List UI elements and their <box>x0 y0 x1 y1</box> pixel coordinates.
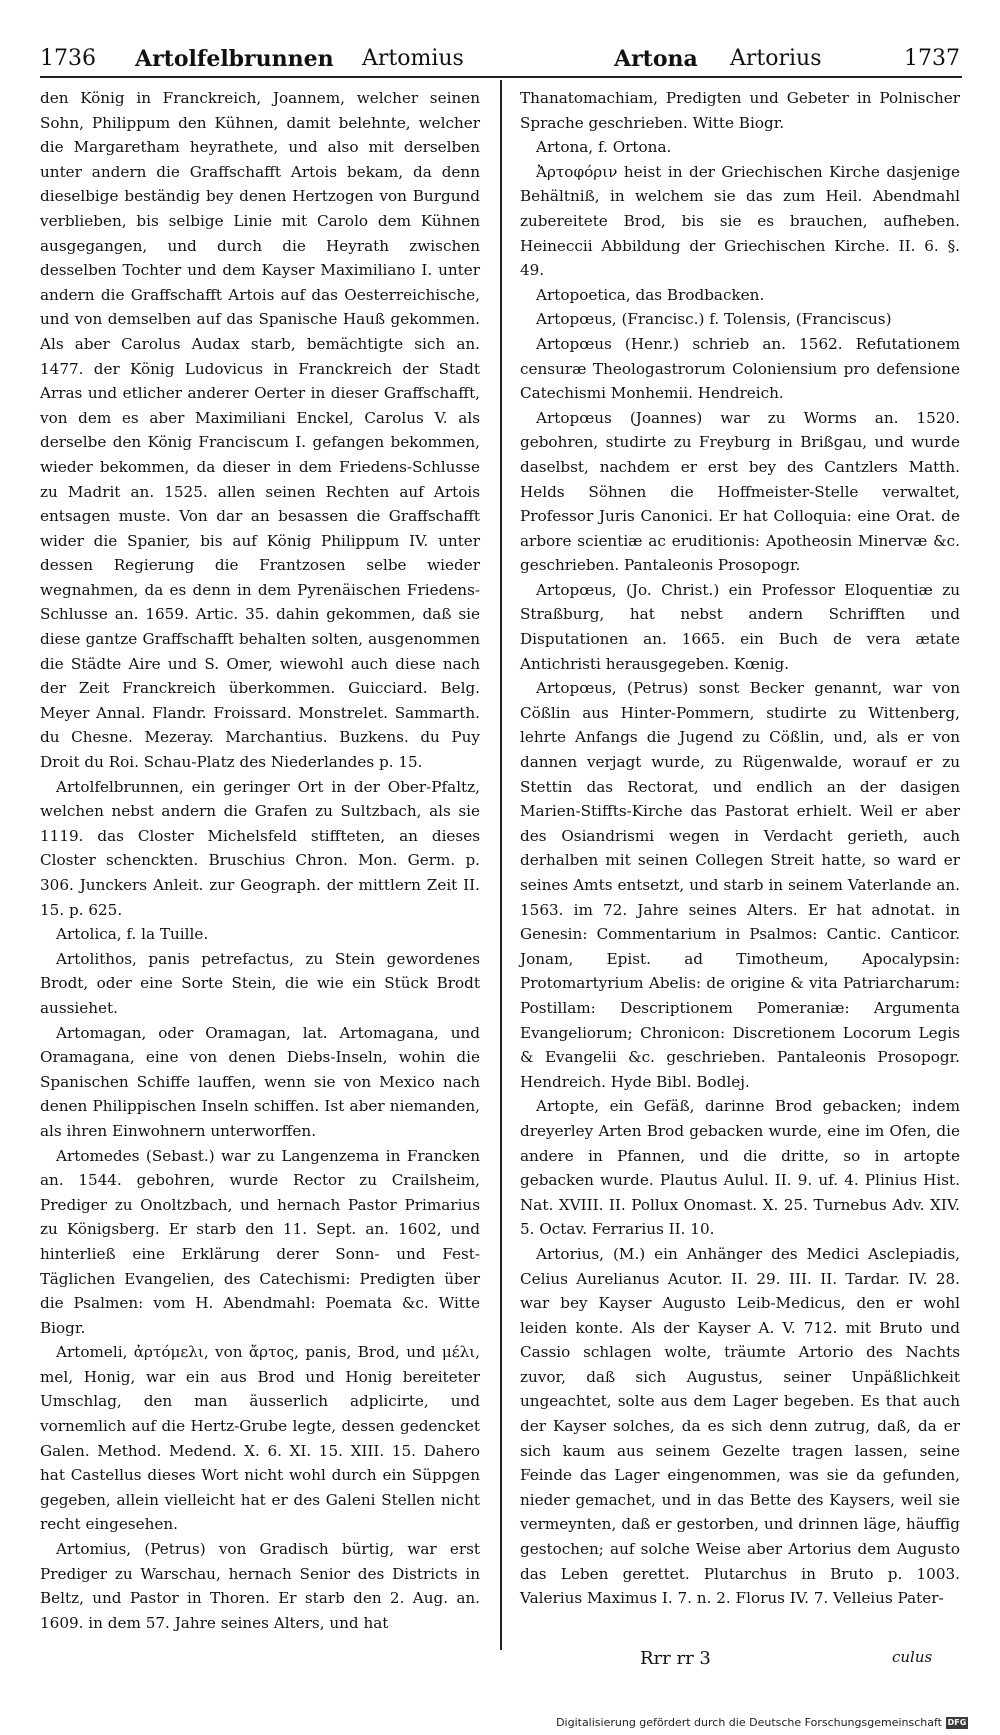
right-running-title: Artorius <box>730 46 822 71</box>
header-rule <box>40 76 962 78</box>
right-paragraph: Ἀρτοφόριν heist in der Griechischen Kirche dasjenige Behältniß, in welchem sie das zum Heil. Abendmahl zubereitete Brod, bis sie es brauchen, aufheben. Heineccii Abbildung der Griechischen Kirche. II. 6. §. 49. <box>520 162 960 280</box>
left-page-number: 1736 <box>40 46 96 71</box>
left-paragraph: Artolfelbrunnen, ein geringer Ort in der Ober-Pfaltz, welchen nebst andern die Grafen zu Sultzbach, als sie 1119. das Closter Michelsfeld stiffteten, an dieses Closter schenckten. Bruschius Chron. Mon. Germ. p. 306. Junckers Anleit. zur Geograph. der mittlern Zeit II. 15. p. 625. <box>40 777 480 919</box>
right-paragraph: Artopœus (Joannes) war zu Worms an. 1520. gebohren, studirte zu Freyburg in Brißgau, und wurde daselbst, nachdem er erst bey des Cantzlers Matth. Helds Söhnen die Hoffmeister-Stelle verwaltet, Professor Juris Canonici. Er hat Colloquia: eine Orat. de arbore scientiæ ac eruditionis: Apotheosin Minervæ &c. geschrieben. Pantaleonis Prosopogr. <box>520 408 960 575</box>
left-paragraph: Artolica, f. la Tuille. <box>56 925 209 944</box>
right-catch-keyword: Artona <box>614 46 698 72</box>
left-paragraph: Artomius, (Petrus) von Gradisch bürtig, war erst Prediger zu Warschau, hernach Senior des Districts in Beltz, und Pastor in Thoren. Er starb den 2. Aug. an. 1609. in dem 57. Jahre seines Alters, und hat <box>40 1540 480 1632</box>
right-page-number: 1737 <box>904 46 960 71</box>
left-paragraph: Artomeli, ἀρτόμελι, von ἄρτος, panis, Brod, und μέλι, mel, Honig, war ein aus Brod und Honig bereiteter Umschlag, den man äusserlich adplicirte, und vornemlich auf die Hertz-Grube legte, dessen gedencket Galen. Method. Medend. X. 6. XI. 15. XIII. 15. Dahero hat Castellus dieses Wort nicht wohl durch ein Süppgen gegeben, allein vielleicht hat er des Galeni Stellen nicht recht eingesehen. <box>40 1343 480 1534</box>
dfg-logo-icon: DFG <box>947 1717 967 1727</box>
right-paragraph: Artopœus, (Jo. Christ.) ein Professor Eloquentiæ zu Straßburg, hat nebst andern Schrifften und Disputationen an. 1665. ein Buch de vera ætate Antichristi herausgegeben. Kœnig. <box>520 580 960 673</box>
running-header <box>40 42 960 76</box>
left-paragraph: den König in Franckreich, Joannem, welcher seinen Sohn, Philippum den Kühnen, damit belehnte, welcher die Margaretham heyrathete, und also mit derselben unter andern die Graffschafft Artois bekam, da denn dieselbige beständig bey denen Hertzogen von Burgund verblieben, bis selbige Linie mit Carolo dem Kühnen ausgegangen, und durch die Heyrath zwischen desselben Tochter und dem Kayser Maximiliano I. unter andern die Graffschafft Artois auf das Oesterreichische, und von demselben auf das Spanische Hauß gekommen. Als aber Carolus Audax starb, bemächtigte sich an. 1477. der König Ludovicus in Franckreich der Stadt Arras und etlicher anderer Oerter in dieser Graffschafft, von dem es aber Maximiliani Enckel, Carolus V. als derselbe den König Franciscum I. gefangen bekommen, wieder bekommen, da dieser in dem Friedens-Schlusse zu Madrit an. 1525. allen seinen Rechten auf Artois entsagen muste. Von dar an besassen die Graffschafft wider die Spanier, bis auf König Philippum IV. unter dessen Regierung die Frantzosen selbe wieder wegnahmen, da es denn in dem Pyrenäischen Friedens-Schlusse an. 1659. Artic. 35. dahin gekommen, daß sie diese gantze Graffschafft behalten solten, ausgenommen die Städte Aire und S. Omer, wiewohl auch diese nach der Zeit Franckreich überkommen. Guicciard. Belg. Meyer Annal. Flandr. Froissard. Monstrelet. Sammarth. du Chesne. Mezeray. Marchantius. Buzkens. du Puy Droit du Roi. Schau-Platz des Niederlandes p. 15. <box>40 89 480 772</box>
right-paragraph: Thanatomachiam, Predigten und Gebeter in Polnischer Sprache geschrieben. Witte Biogr. <box>520 89 960 132</box>
catchword: culus <box>892 1648 933 1666</box>
left-running-title: Artolfelbrunnen <box>135 46 334 72</box>
right-paragraph: Artopte, ein Gefäß, darinne Brod gebacken; indem dreyerley Arten Brod gebacken wurde, eine im Ofen, die andere in Pfannen, und die dritte, so in artopte gebacken wurde. Plautus Aulul. II. 9. uf. 4. Plinius Hist. Nat. XVIII. II. Pollux Onomast. X. 25. Turnebus Adv. XIV. 5. Octav. Ferrarius II. 10. <box>520 1097 960 1239</box>
footer-credit: Digitalisierung gefördert durch die Deutsche Forschungsgemeinschaft <box>556 1716 942 1729</box>
right-column <box>520 86 960 1611</box>
left-catch-keyword: Artomius <box>362 46 464 71</box>
left-paragraph: Artomedes (Sebast.) war zu Langenzema in Francken an. 1544. gebohren, wurde Rector zu Crailsheim, Prediger zu Onoltzbach, und hernach Pastor Primarius zu Königsberg. Er starb den 11. Sept. an. 1602, und hinterließ eine Erklärung derer Sonn- und Fest-Täglichen Evangelien, des Catechismi: Predigten über die Psalmen: vom H. Abendmahl: Poemata &c. Witte Biogr. <box>40 1146 480 1337</box>
right-paragraph: Artorius, (M.) ein Anhänger des Medici Asclepiadis, Celius Aurelianus Acutor. II. 29. III. II. Tardar. IV. 28. war bey Kayser Augusto Leib-Medicus, den er wohl leiden konte. Als der Kayser A. V. 712. mit Bruto und Cassio schlagen wolte, träumte Artorio des Nachts zuvor, daß sich Augustus, seiner Unpäßlichkeit ungeachtet, solte aus dem Lager begeben. Es that auch der Kayser solches, da es sich denn zutrug, daß, da er sich kaum aus seinem Gezelte tragen lassen, seine Feinde das Lager eingenommen, was sie da gefunden, nieder gemachet, und in das Bette des Kaysers, weil sie vermeynten, daß er gestorben, und drinnen läge, häuffig gestochen; auf solche Weise aber Artorius dem Augusto das Leben gerettet. Plutarchus in Bruto p. 1003. Valerius Maximus I. 7. n. 2. Florus IV. 7. Velleius Pater- <box>520 1244 960 1608</box>
column-divider <box>500 80 502 1650</box>
left-paragraph: Artolithos, panis petrefactus, zu Stein gewordenes Brodt, oder eine Sorte Stein, die wie ein Stück Brodt aussiehet. <box>40 949 480 1017</box>
digitization-footer <box>556 1716 968 1729</box>
right-paragraph: Artopœus, (Francisc.) f. Tolensis, (Franciscus) <box>536 310 892 329</box>
printer-signature: Rrr rr 3 <box>640 1648 711 1669</box>
left-column <box>40 86 480 1635</box>
right-paragraph: Artona, f. Ortona. <box>536 138 672 157</box>
left-paragraph: Artomagan, oder Oramagan, lat. Artomagana, und Oramagana, eine von denen Diebs-Inseln, wohin die Spanischen Schiffe lauffen, wenn sie von Mexico nach denen Philippischen Inseln schiffen. Ist aber niemanden, als ihren Einwohnern unterworffen. <box>40 1023 480 1140</box>
right-paragraph: Artopœus, (Petrus) sonst Becker genannt, war von Cößlin aus Hinter-Pommern, studirte zu Wittenberg, lehrte Anfangs die Jugend zu Cößlin, und, als er von dannen verjagt wurde, zu Rügenwalde, worauf er zu Stettin das Rectorat, und endlich an der dasigen Marien-Stiffts-Kirche das Pastorat erhielt. Weil er aber des Osiandrismi wegen in Verdacht gerieth, auch derhalben mit seinen Collegen Streit hatte, so ward er seines Amts entsetzt, und starb in seinem Vaterlande an. 1563. im 72. Jahre seines Alters. Er hat adnotat. in Genesin: Commentarium in Psalmos: Cantic. Canticor. Jonam, Epist. ad Timotheum, Apocalypsin: Protomartyrium Abelis: de origine & vita Patriarcharum: Postillam: Descriptionem Pomeraniæ: Argumenta Evangeliorum; Chronicon: Discretionem Locorum Legis & Evangelii &c. geschrieben. Pantaleonis Prosopogr. Hendreich. Hyde Bibl. Bodlej. <box>520 679 960 1091</box>
right-paragraph: Artopoetica, das Brodbacken. <box>536 285 765 304</box>
right-paragraph: Artopœus (Henr.) schrieb an. 1562. Refutationem censuræ Theologastrorum Coloniensium pro defensione Catechismi Monhemii. Hendreich. <box>520 334 960 403</box>
